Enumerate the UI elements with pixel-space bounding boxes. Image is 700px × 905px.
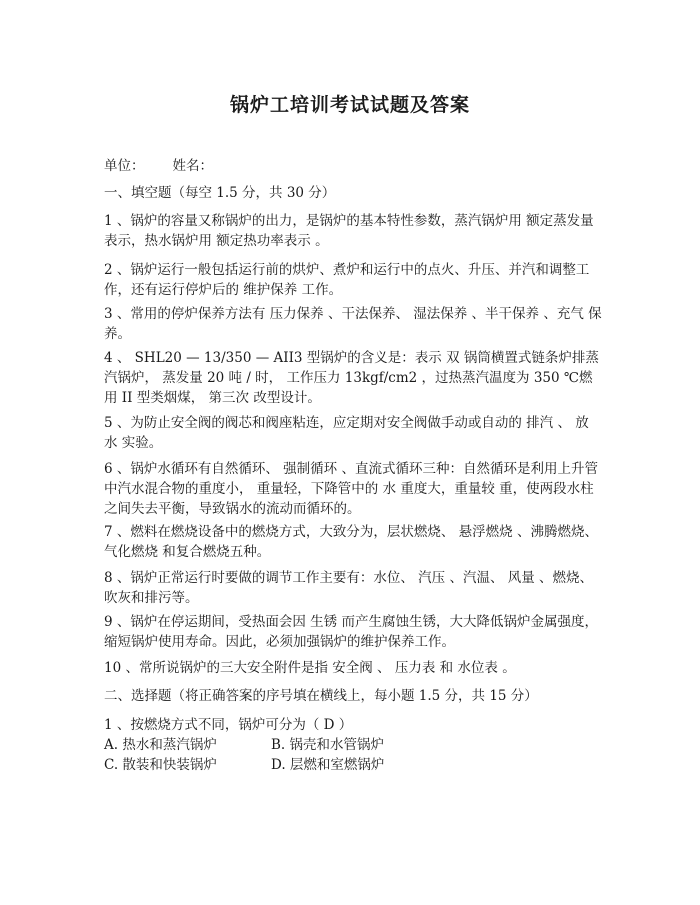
- question-10: 10 、常所说锅炉的三大安全附件是指 安全阀 、 压力表 和 水位表 。: [104, 660, 516, 676]
- question-9: 9 、锅炉在停运期间，受热面会因 生锈 而产生腐蚀生锈，大大降低锅炉金属强度，缩短锅炉使用寿命。因此，必须加强锅炉的维护保养工作。: [104, 614, 598, 650]
- section-1-heading: 一、填空题（每空 1.5 分，共 30 分）: [104, 185, 336, 201]
- unit-label: 单位：: [104, 158, 145, 174]
- option-d: D. 层燃和室燃锅炉: [271, 757, 385, 773]
- question-6: 6 、锅炉水循环有自然循环、 强制循环 、直流式循环三种：自然循环是利用上升管中汽水混合物的重度小， 重量轻，下降管中的 水 重度大，重量较 重，使两段水柱之间失去平衡，导致锅水的流动而循环的。: [104, 461, 598, 517]
- document-title: 锅炉工培训考试试题及答案: [229, 94, 470, 116]
- section-2-heading: 二、选择题（将正确答案的序号填在横线上，每小题 1.5 分，共 15 分）: [104, 688, 538, 704]
- question-1: 1 、锅炉的容量又称锅炉的出力，是锅炉的基本特性参数，蒸汽锅炉用 额定蒸发量 表示，热水锅炉用 额定热功率表示 。: [104, 213, 594, 249]
- name-label: 姓名：: [172, 158, 213, 174]
- option-a: A. 热水和蒸汽锅炉: [104, 737, 217, 753]
- question-7: 7 、燃料在燃烧设备中的燃烧方式，大致分为，层状燃烧、 悬浮燃烧 、沸腾燃烧、气化燃烧 和复合燃烧五种。: [104, 524, 598, 560]
- question-8: 8 、锅炉正常运行时要做的调节工作主要有：水位、 汽压 、汽温、 风量 、燃烧、吹灰和排污等。: [104, 570, 594, 606]
- option-b: B. 锅壳和水管锅炉: [271, 737, 385, 753]
- choice-question-1: 1 、按燃烧方式不同，锅炉可分为（ D ）: [104, 717, 353, 733]
- question-4: 4 、 SHL20 — 13/350 — AII3 型锅炉的含义是：表示 双 锅筒横置式链条炉排蒸汽锅炉， 蒸发量 20 吨 / 时， 工作压力 13kgf/cm2 ，过热蒸汽温度为 350 ℃燃用 II 型类烟煤， 第三次 改型设计。: [104, 350, 599, 406]
- header-fields: [104, 156, 213, 176]
- question-3: 3 、常用的停炉保养方法有 压力保养 、干法保养、 湿法保养 、半干保养 、充气 保养。: [104, 306, 602, 342]
- question-5: 5 、为防止安全阀的阀芯和阀座粘连，应定期对安全阀做手动或自动的 排汽 、 放 水 实验。: [104, 415, 589, 451]
- question-2: 2 、锅炉运行一般包括运行前的烘炉、煮炉和运行中的点火、升压、并汽和调整工作，还有运行停炉后的 维护保养 工作。: [104, 262, 590, 298]
- option-c: C. 散装和快装锅炉: [104, 757, 217, 773]
